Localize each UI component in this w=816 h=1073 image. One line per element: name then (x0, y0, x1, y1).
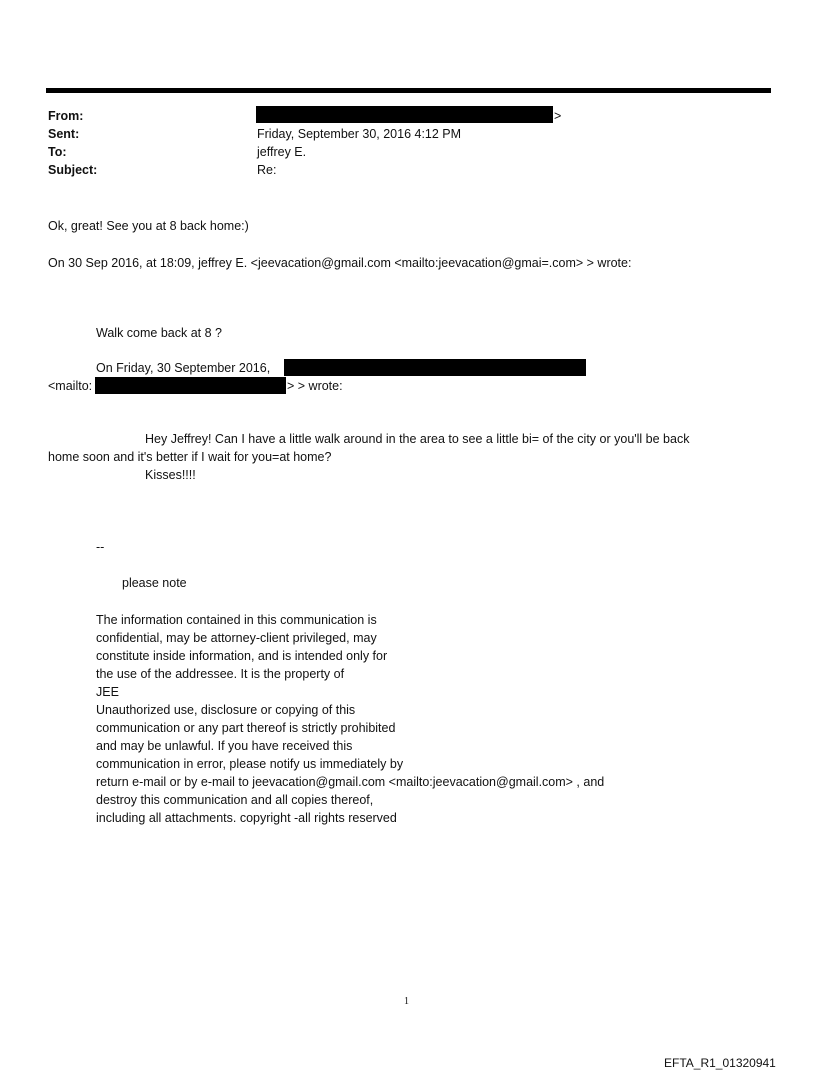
disclaimer (96, 611, 604, 827)
please-note: please note (122, 576, 187, 590)
disclaimer-line: return e-mail or by e-mail to jeevacation@gmail.com <mailto:jeevacation@gmail.com> , and (96, 775, 605, 789)
disclaimer-line: communication or any part thereof is strictly prohibited (96, 721, 396, 735)
disclaimer-line: communication in error, please notify us immediately by (96, 757, 404, 771)
page-number: 1 (404, 996, 409, 1007)
disclaimer-line: confidential, may be attorney-client privileged, may (96, 631, 377, 645)
nested-intro-mailto: <mailto: (48, 379, 93, 393)
to-label: To: (48, 145, 67, 159)
disclaimer-line: destroy this communication and all copies thereof, (96, 793, 374, 807)
from-value-suffix: > (554, 109, 562, 123)
nested-intro-b: > > wrote: (287, 379, 343, 393)
disclaimer-line: the use of the addressee. It is the property of (96, 667, 345, 681)
disclaimer-line: and may be unlawful. If you have received this (96, 739, 353, 753)
sent-label: Sent: (48, 127, 80, 141)
nested-intro-a: On Friday, 30 September 2016, (96, 361, 271, 375)
bates-id: EFTA_R1_01320941 (664, 1056, 776, 1070)
disclaimer-line: The information contained in this communication is (96, 613, 377, 627)
message-line-1: Hey Jeffrey! Can I have a little walk around in the area to see a little bi= of the city or you'll be back (145, 432, 690, 446)
redaction-block (256, 106, 553, 123)
disclaimer-line: Unauthorized use, disclosure or copying of this (96, 703, 356, 717)
to-value: jeffrey E. (257, 145, 307, 159)
message-line-3: Kisses!!!! (145, 468, 196, 482)
signature-dash: -- (96, 540, 105, 554)
walk-line: Walk come back at 8 ? (96, 326, 222, 340)
redaction-block (95, 377, 286, 394)
disclaimer-line: including all attachments. copyright -all rights reserved (96, 811, 397, 825)
disclaimer-line: constitute inside information, and is intended only for (96, 649, 388, 663)
subject-label: Subject: (48, 163, 98, 177)
subject-value: Re: (257, 163, 277, 177)
redaction-block (284, 359, 586, 376)
disclaimer-line: JEE (96, 685, 119, 699)
message-line-2: home soon and it's better if I wait for you=at home? (48, 450, 332, 464)
quote-intro: On 30 Sep 2016, at 18:09, jeffrey E. <jeevacation@gmail.com <mailto:jeevacation@gmai=.com> > wrote: (48, 256, 632, 270)
from-label: From: (48, 109, 84, 123)
sent-value: Friday, September 30, 2016 4:12 PM (257, 127, 462, 141)
header-rule (46, 88, 771, 93)
reply-line: Ok, great! See you at 8 back home:) (48, 219, 249, 233)
